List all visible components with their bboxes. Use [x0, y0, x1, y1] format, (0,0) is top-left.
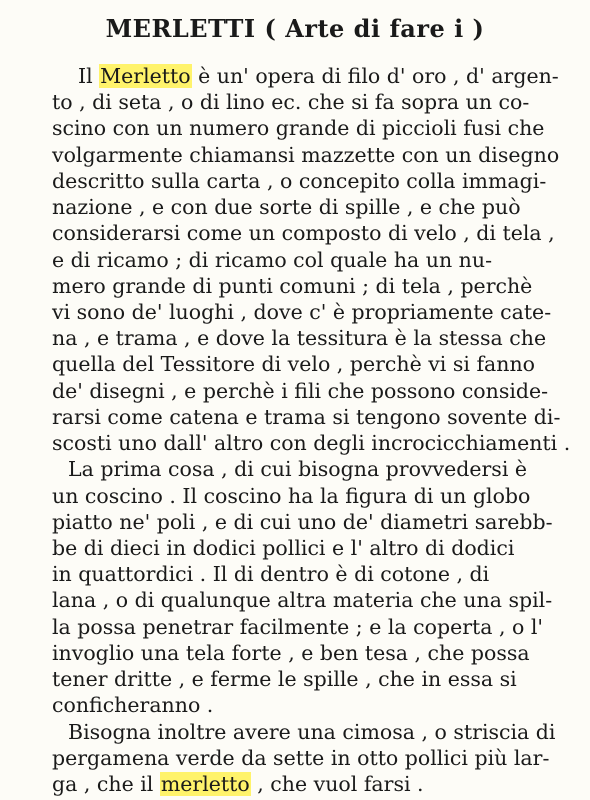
highlight-merletto-1: Merletto — [100, 64, 191, 88]
text-line-14: rarsi come catena e trama si tengono sovente di- — [52, 404, 561, 429]
text-line-22: la possa penetrar facilmente ; e la coperta , o l' — [52, 614, 544, 639]
text-line-25: conficheranno . — [52, 693, 214, 718]
text-line-12: quella del Tessitore di velo , perchè vi si fanno — [52, 352, 536, 377]
page-title: MERLETTI ( Arte di fare i ) — [105, 14, 485, 43]
text-line-28 — [52, 772, 424, 796]
text-line-26: Bisogna inoltre avere una cimosa , o striscia di — [68, 719, 556, 744]
text-line-2: to , di seta , o di lino ec. che si fa sopra un co- — [52, 90, 530, 115]
text-line-4: volgarmente chiamansi mazzette con un disegno — [52, 142, 560, 167]
text-line-15: scosti uno dall' altro con degli incrocicchiamenti . — [52, 431, 571, 456]
line-28-post: , che vuol farsi . — [250, 772, 424, 796]
line-1-post: è un' opera di filo d' oro , d' argen- — [191, 64, 559, 88]
text-line-13: de' disegni , e perchè i fili che possono conside- — [52, 378, 549, 403]
text-line-21: lana , o di qualunque altra materia che una spil- — [52, 588, 553, 613]
highlight-merletto-2: merletto — [160, 772, 250, 796]
text-line-11: na , e trama , e dove la tessitura è la stessa che — [52, 326, 547, 351]
text-line-20: in quattordici . Il di dentro è di cotone , di — [52, 562, 490, 587]
text-line-18: piatto ne' poli , e di cui uno de' diametri sarebb- — [52, 509, 553, 534]
text-line-1 — [78, 64, 559, 88]
text-line-8: e di ricamo ; di ricamo col quale ha un nu- — [52, 247, 493, 272]
text-line-16: La prima cosa , di cui bisogna provvedersi è — [68, 457, 528, 482]
text-line-27: pergamena verde da sette in otto pollici più lar- — [52, 745, 550, 770]
text-line-17: un coscino . Il coscino ha la figura di un globo — [52, 483, 531, 508]
line-28-pre: ga , che il — [52, 772, 160, 796]
text-line-3: scino con un numero grande di piccioli fusi che — [52, 116, 545, 141]
text-line-7: considerarsi come un composto di velo , di tela , — [52, 221, 555, 246]
line-1-pre: Il — [78, 64, 100, 88]
text-line-6: nazione , e con due sorte di spille , e che può — [52, 195, 521, 220]
text-line-23: invoglio una tela forte , e ben tesa , che possa — [52, 640, 530, 665]
text-line-24: tener dritte , e ferme le spille , che in essa si — [52, 667, 517, 692]
text-line-19: be di dieci in dodici pollici e l' altro di dodici — [52, 536, 515, 560]
text-line-10: vi sono de' luoghi , dove c' è propriamente cate- — [52, 300, 552, 324]
text-line-5: descritto sulla carta , o concepito colla immagi- — [52, 168, 547, 193]
text-line-9: mero grande di punti comuni ; di tela , perchè — [52, 273, 533, 298]
